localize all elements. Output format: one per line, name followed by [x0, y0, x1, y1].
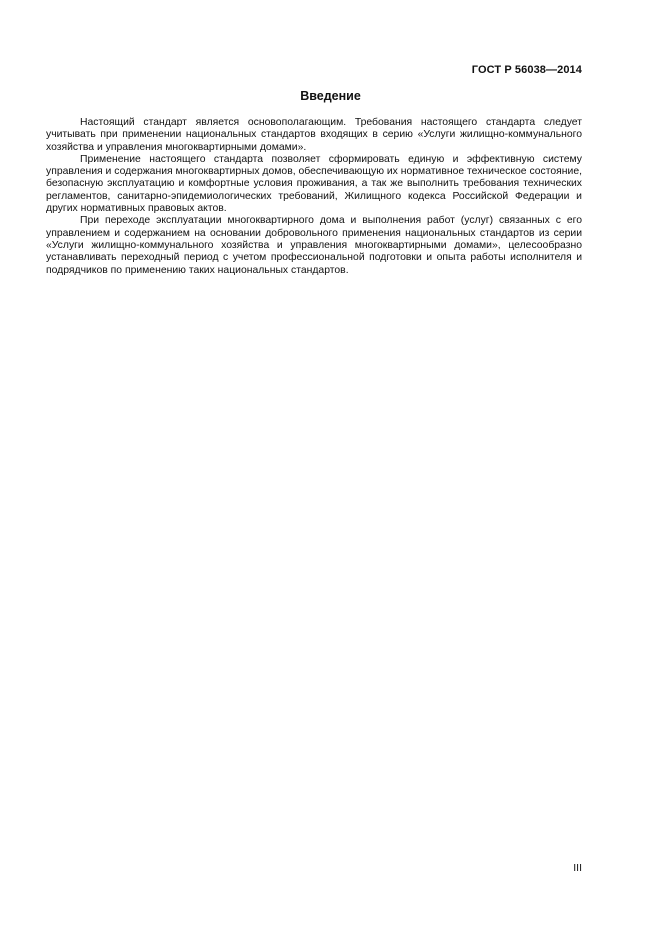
- section-body: [46, 117, 582, 277]
- paragraph: При переходе эксплуатации многоквартирного дома и выполнения работ (услуг) связанных с его управлением и содержанием на основании добровольного применения национальных стандартов из серии «Услуги жилищно-коммунального хозяйства и управления многоквартирными домами», целесообразно устанавливать переходный период с учетом профессиональной подготовки и опыта работы исполнителя и подрядчиков по применению таких национальных стандартов.: [46, 215, 582, 276]
- document-code: ГОСТ Р 56038—2014: [471, 64, 582, 76]
- page-number: III: [573, 862, 582, 874]
- section-title: Введение: [300, 89, 361, 103]
- paragraph: Применение настоящего стандарта позволяет сформировать единую и эффективную систему управления и содержания многоквартирных домов, обеспечивающую их нормативное техническое состояние, безопасную эксплуатацию и комфортные условия проживания, а так же выполнить требования технических регламентов, санитарно-эпидемиологических требований, Жилищного кодекса Российской Федерации и других нормативных правовых актов.: [46, 153, 582, 215]
- paragraph: Настоящий стандарт является основополагающим. Требования настоящего стандарта следует учитывать при применении национальных стандартов входящих в серию «Услуги жилищно-коммунального хозяйства и управления многоквартирными домами».: [46, 117, 582, 153]
